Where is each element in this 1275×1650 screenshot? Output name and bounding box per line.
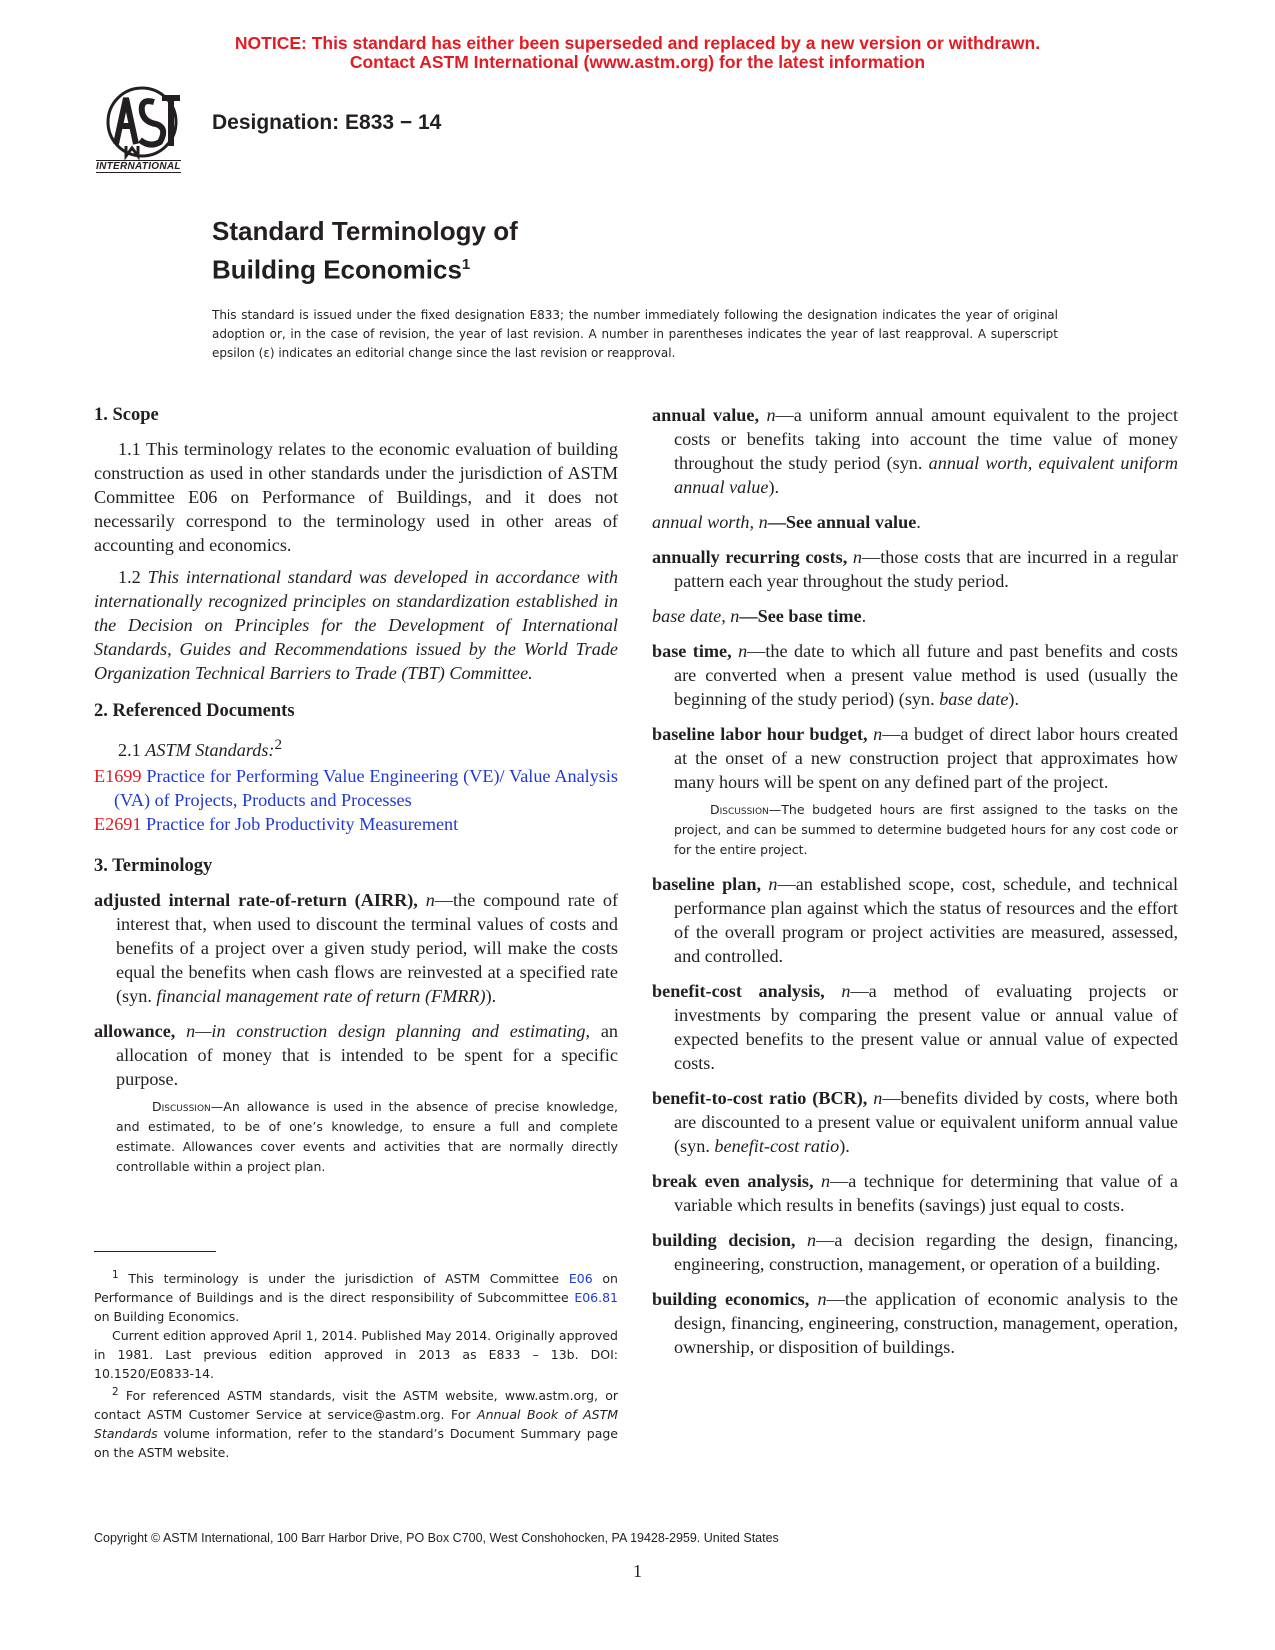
ref-e1699-link[interactable]: E1699 Practice for Performing Value Engineering (VE)/ Value Analysis (VA) of Projects, Products and Processes bbox=[94, 766, 619, 811]
footnote-1-edition: Current edition approved April 1, 2014. Published May 2014. Originally approved in 1981. Last previous edition approved in 2013 as E833 – 13b. DOI: 10.1520/E0833-14. bbox=[94, 1328, 618, 1382]
term-benefit-to-cost-ratio: benefit-to-cost ratio (BCR), n—benefits divided by costs, where both are discounted to a present value or equivalent uniform annual value (syn. benefit-cost ratio). bbox=[652, 1088, 1178, 1156]
astm-standards-subheading: 2.1 ASTM Standards:$^2$ bbox=[118, 736, 283, 761]
right-column bbox=[652, 403, 1178, 1370]
footnote-2: $^2$ For referenced ASTM standards, visit the ASTM website, www.astm.org, or contact ASTM Customer Service at service@astm.org. For Annual Book of ASTM Standards volume information, refer to the standard’s Document Summary page on the ASTM website. bbox=[94, 1386, 618, 1461]
term-allowance: allowance, n—in construction design planning and estimating, an allocation of money that is intended to be spent for a specific purpose. bbox=[94, 1021, 619, 1090]
term-airr: adjusted internal rate-of-return (AIRR), n—the compound rate of interest that, when used to discount the terminal values of costs and benefits of a project over a given study period, will make the costs equal the benefits when cash flows are reinvested at a specified rate (syn. financial management rate of return (FMRR)). bbox=[94, 890, 619, 1007]
term-benefit-cost-analysis: benefit-cost analysis, n—a method of evaluating projects or investments by comparing the present value or annual value of expected benefits to the present value or annual value of expected costs. bbox=[652, 981, 1178, 1073]
term-break-even-analysis: break even analysis, n—a technique for determining that value of a variable which results in benefits (savings) just equal to costs. bbox=[652, 1171, 1179, 1215]
footnote-1: $^1$ This terminology is under the jurisdiction of ASTM Committee E06 on Performance of Buildings and is the direct responsibility of Subcommittee E06.81 on Building Economics. bbox=[94, 1269, 618, 1325]
term-baseline-labor-hour-budget: baseline labor hour budget, n—a budget of direct labor hours created at the onset of a new construction project that approximates how many hours will be spent on any defined part of the project. bbox=[652, 724, 1179, 792]
footnote-divider bbox=[94, 1251, 216, 1252]
left-column bbox=[94, 403, 618, 1189]
page-title bbox=[212, 215, 518, 287]
scope-para-1: 1.1 This terminology relates to the economic evaluation of building construction as used in other standards under the jurisdiction of ASTM Committee E06 on Performance of Buildings, and it does not necessarily correspond to the terminology used in other areas of accounting and economics. bbox=[94, 439, 618, 555]
issued-note: This standard is issued under the fixed designation E833; the number immediately following the designation indicates the year of original adoption or, in the case of revision, the year of last revision. A number in parentheses indicates the year of last reapproval. A superscript epsilon (ε) indicates an editorial change since the last revision or reapproval. bbox=[212, 308, 1058, 360]
scope-para-2: 1.2 This international standard was developed in accordance with internationally recognized principles on standardization established in the Decision on Principles for the Development of International Standards, Guides and Recommendations issued by the World Trade Organization Technical Barriers to Trade (TBT) Committee. bbox=[94, 567, 619, 683]
copyright: Copyright © ASTM International, 100 Barr Harbor Drive, PO Box C700, West Conshohocken, PA 19428-2959. United States bbox=[94, 1531, 779, 1545]
refdocs-heading: 2. Referenced Documents bbox=[94, 701, 295, 721]
title-line-2: Building Economics$^1$ bbox=[212, 254, 471, 285]
notice-line-1: NOTICE: This standard has either been superseded and replaced by a new version or withdrawn. bbox=[234, 33, 1041, 53]
term-annual-worth: annual worth, n—See annual value. bbox=[652, 512, 921, 532]
term-building-economics: building economics, n—the application of economic analysis to the design, financing, engineering, construction, management, operation, ownership, or disposition of buildings. bbox=[652, 1289, 1179, 1357]
allowance-discussion: Discussion—An allowance is used in the absence of precise knowledge, and estimated, to be of one’s knowledge, to ensure a full and complete estimate. Allowances cover events and activities that are normally directly controllable within a project plan. bbox=[116, 1099, 618, 1175]
designation: Designation: E833 − 14 bbox=[212, 111, 442, 134]
term-baseline-plan: baseline plan, n—an established scope, cost, schedule, and technical performance plan against which the status of resources and the effort of the overall program or project activities are measured, assessed, and controlled. bbox=[652, 874, 1179, 966]
blhb-discussion: Discussion—The budgeted hours are first assigned to the tasks on the project, and can be summed to determine budgeted hours for any cost code or for the entire project. bbox=[674, 802, 1178, 857]
e06-link[interactable]: E06 bbox=[568, 1271, 593, 1287]
notice-line-2: Contact ASTM International (www.astm.org) for the latest information bbox=[349, 52, 926, 72]
e06-81-link[interactable]: E06.81 bbox=[574, 1290, 618, 1306]
scope-heading: 1. Scope bbox=[94, 405, 159, 425]
term-base-date: base date, n—See base time. bbox=[652, 606, 867, 626]
withdrawn-notice bbox=[0, 34, 1275, 72]
term-annually-recurring-costs: annually recurring costs, n—those costs that are incurred in a regular pattern each year throughout the study period. bbox=[652, 547, 1178, 591]
term-building-decision: building decision, n—a decision regarding the design, financing, engineering, construction, management, or operation of a building. bbox=[652, 1230, 1178, 1274]
logo-text: INTERNATIONAL bbox=[96, 161, 181, 172]
ref-e2691-link[interactable]: E2691 Practice for Job Productivity Measurement bbox=[94, 814, 459, 835]
terminology-heading: 3. Terminology bbox=[94, 856, 213, 877]
page-number: 1 bbox=[633, 1561, 642, 1581]
term-annual-value: annual value, n—a uniform annual amount equivalent to the project costs or benefits taking into account the time value of money throughout the study period (syn. annual worth, equivalent uniform annual value). bbox=[652, 405, 1179, 497]
astm-logo-icon bbox=[96, 84, 196, 180]
term-base-time: base time, n—the date to which all future and past benefits and costs are converted when a present value method is used (usually the beginning of the study period) (syn. base date). bbox=[652, 641, 1178, 709]
footnotes bbox=[94, 1266, 618, 1462]
title-line-1: Standard Terminology of bbox=[212, 216, 518, 246]
title-footnote-marker: 1 bbox=[461, 256, 471, 273]
